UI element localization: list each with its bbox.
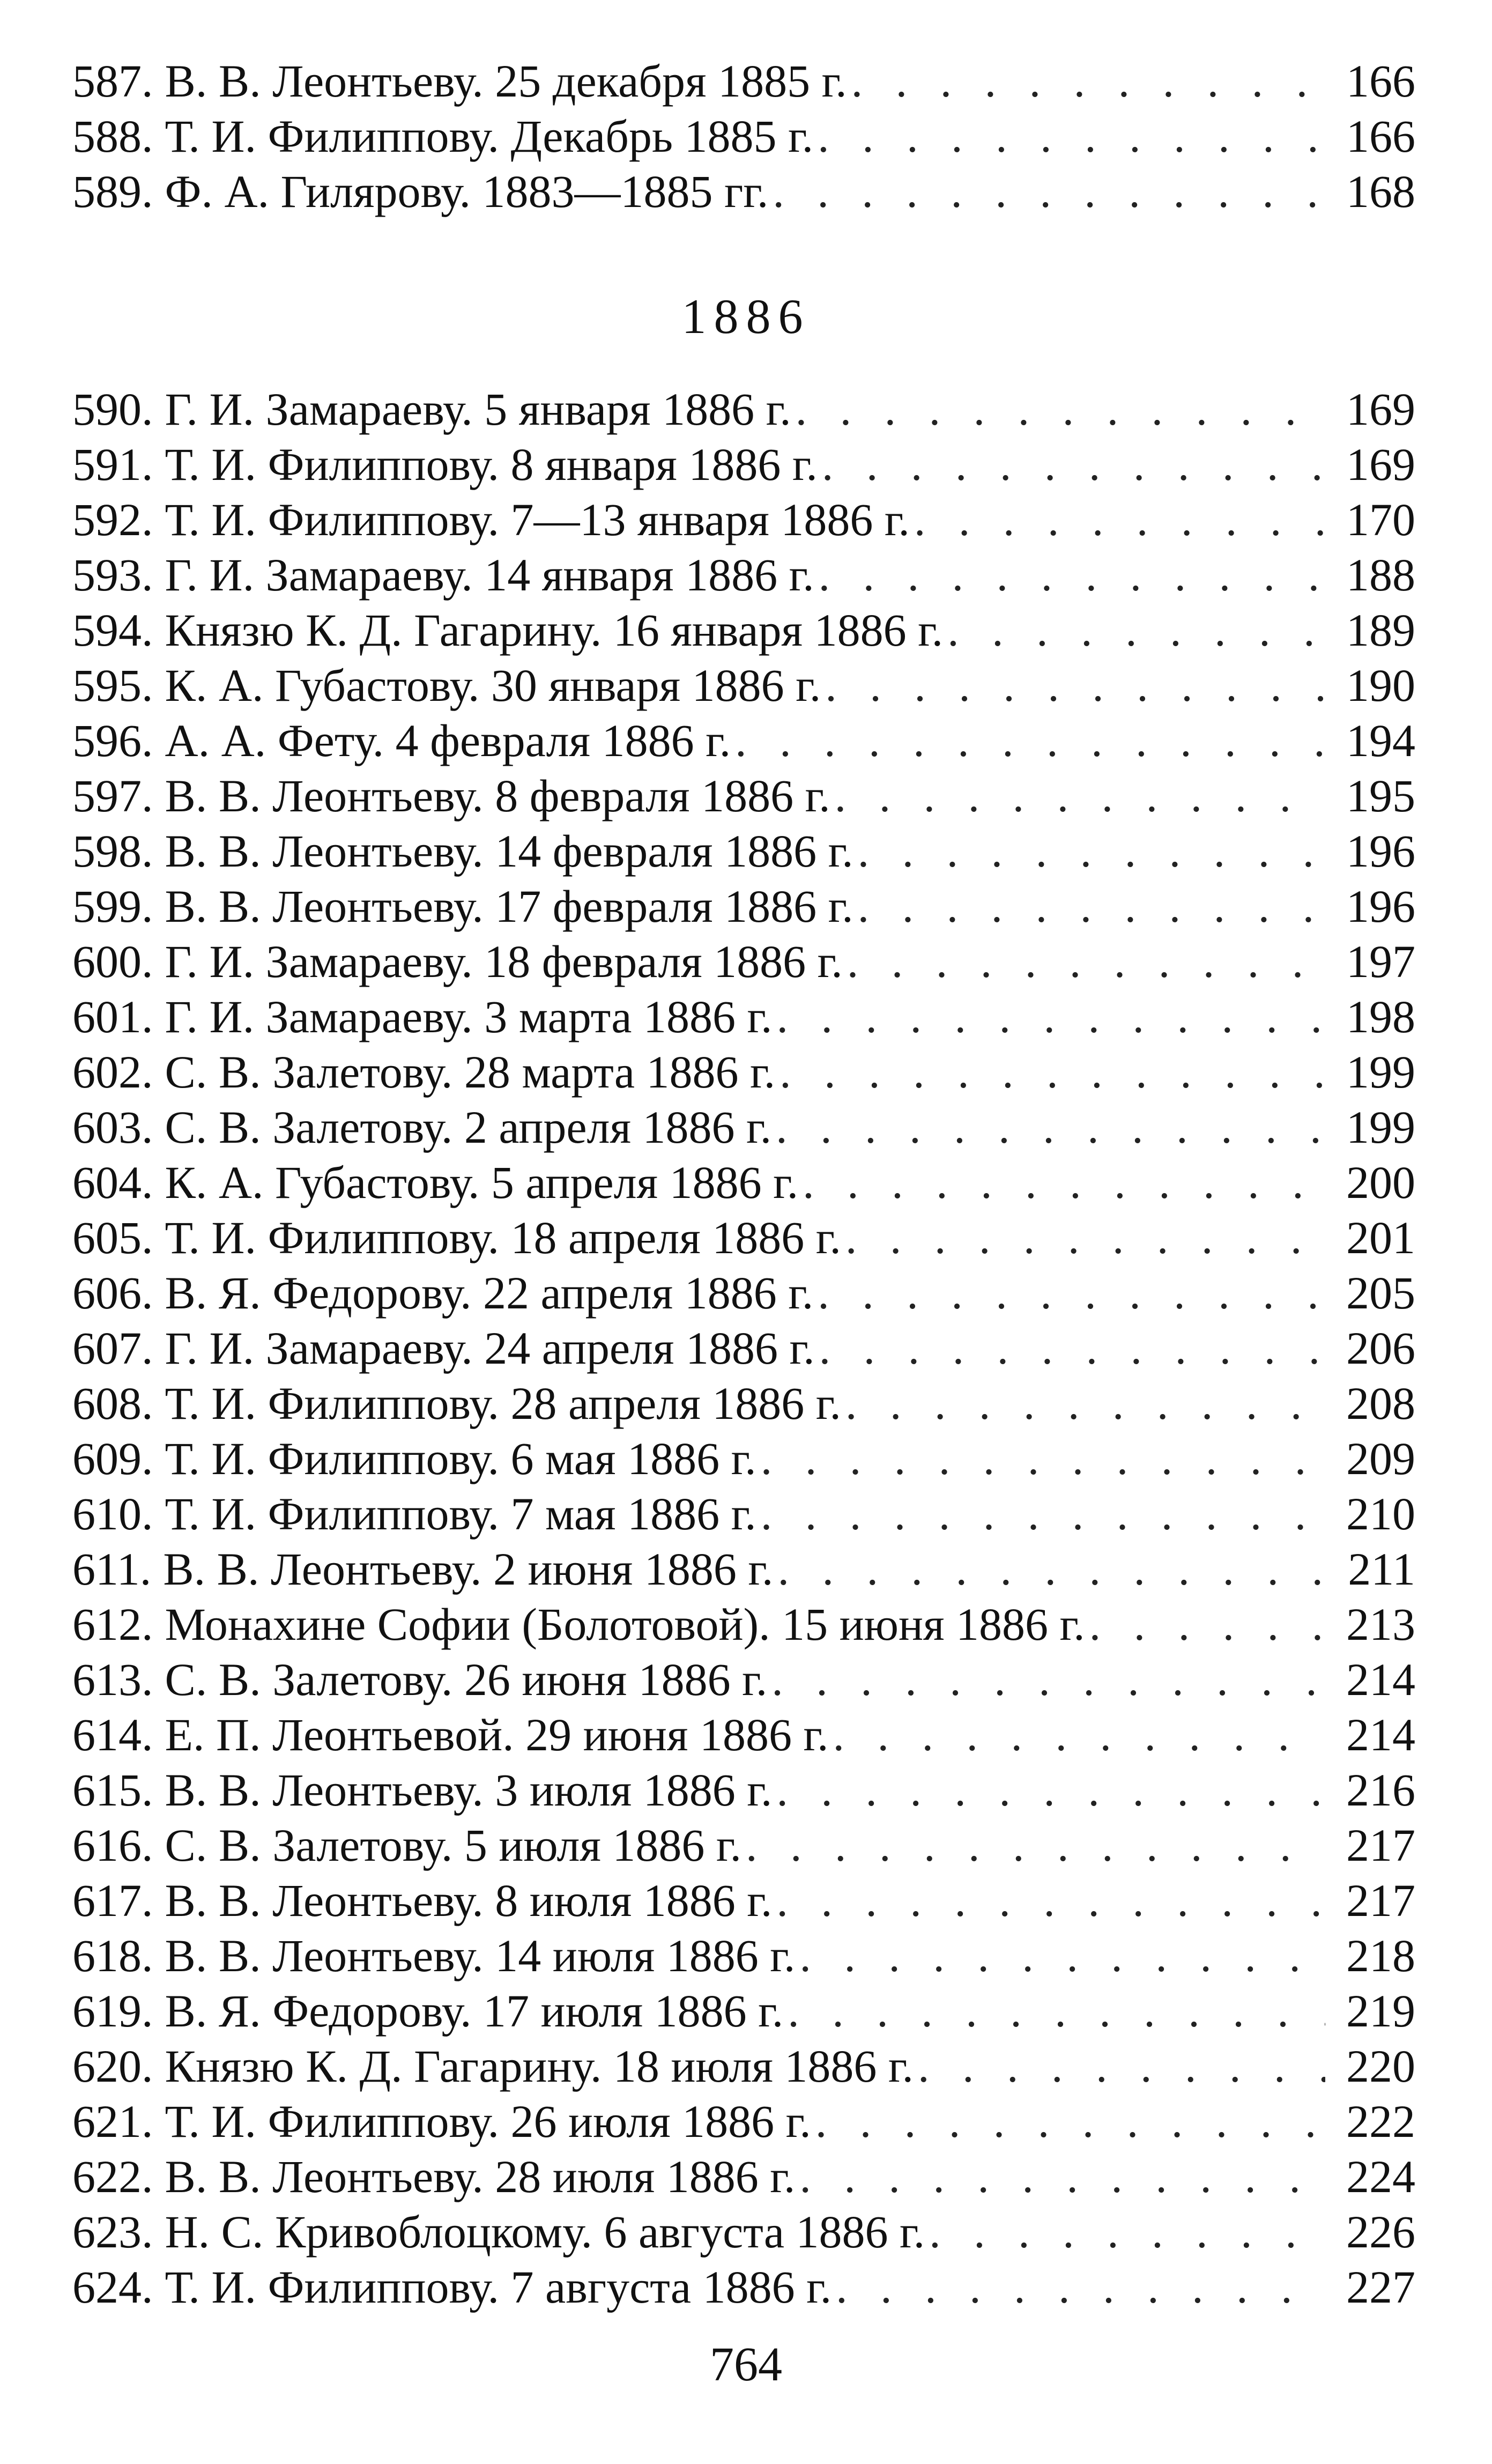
toc-entry [72, 2260, 1415, 2315]
entry-number: 600. [72, 936, 153, 987]
entry-title: Г. И. Замараеву. 24 апреля 1886 г. [165, 1322, 815, 1374]
entry-number: 622. [72, 2151, 153, 2202]
entry-number: 587. [72, 55, 153, 107]
entry-number: 615. [72, 1764, 153, 1816]
entry-title: В. В. Леонтьеву. 25 декабря 1885 г. [165, 55, 847, 107]
toc-section-1886 [72, 382, 1415, 2315]
entry-title: Т. И. Филиппову. 7 августа 1886 г. [165, 2261, 832, 2313]
entry-page: 206 [1346, 1322, 1415, 1374]
entry-number: 602. [72, 1046, 153, 1098]
entry-number: 611. [72, 1543, 152, 1595]
toc-entry [72, 879, 1415, 934]
toc-entry [72, 1431, 1415, 1486]
dot-leader [735, 713, 1325, 768]
entry-page: 205 [1346, 1267, 1415, 1319]
entry-page: 199 [1346, 1101, 1415, 1153]
dot-leader [818, 1266, 1325, 1321]
entry-title: Г. И. Замараеву. 3 марта 1886 г. [165, 991, 773, 1042]
entry-title: Т. И. Филиппову. 6 мая 1886 г. [165, 1433, 756, 1484]
toc-entry [72, 1707, 1415, 1763]
dot-leader [746, 1818, 1325, 1873]
entry-number: 593. [72, 549, 153, 601]
dot-leader [776, 1763, 1325, 1818]
dot-leader [845, 1376, 1325, 1431]
entry-number: 597. [72, 770, 153, 822]
dot-leader [761, 1431, 1325, 1486]
toc-entry [72, 382, 1415, 437]
entry-page: 210 [1346, 1488, 1415, 1540]
dot-leader [918, 2039, 1325, 2094]
entry-number: 591. [72, 439, 153, 490]
toc-entry [72, 1984, 1415, 2039]
entry-number: 610. [72, 1488, 153, 1540]
toc-entry [72, 1100, 1415, 1155]
dot-leader [819, 547, 1325, 603]
toc-entry [72, 1597, 1415, 1652]
entry-page: 220 [1346, 2040, 1415, 2092]
entry-title: В. В. Леонтьеву. 14 февраля 1886 г. [165, 825, 853, 877]
dot-leader [776, 1100, 1325, 1155]
entry-page: 219 [1346, 1985, 1415, 2037]
entry-page: 200 [1346, 1157, 1415, 1208]
dot-leader [761, 1486, 1325, 1542]
toc-entry [72, 1763, 1415, 1818]
toc-entry [72, 1928, 1415, 1984]
entry-page: 214 [1346, 1709, 1415, 1760]
toc-entry [72, 2094, 1415, 2149]
entry-page: 222 [1346, 2096, 1415, 2147]
entry-title: Г. И. Замараеву. 14 января 1886 г. [165, 549, 814, 601]
entry-page: 209 [1346, 1433, 1415, 1484]
toc-entry [72, 2204, 1415, 2260]
entry-page: 189 [1346, 604, 1415, 656]
entry-title: В. Я. Федорову. 22 апреля 1886 г. [165, 1267, 814, 1319]
entry-number: 613. [72, 1654, 153, 1705]
entry-page: 216 [1346, 1764, 1415, 1816]
dot-leader [803, 1155, 1325, 1210]
page-number: 764 [710, 2338, 782, 2391]
toc-entry [72, 658, 1415, 713]
dot-leader [777, 989, 1325, 1045]
entry-number: 605. [72, 1212, 153, 1263]
toc-entry [72, 2149, 1415, 2204]
entry-number: 598. [72, 825, 153, 877]
entry-title: В. В. Леонтьеву. 3 июля 1886 г. [165, 1764, 773, 1816]
year-heading: 1886 [681, 289, 811, 344]
entry-number: 596. [72, 715, 153, 766]
entry-page: 226 [1346, 2206, 1415, 2258]
entry-title: Н. С. Кривоблоцкому. 6 августа 1886 г. [165, 2206, 925, 2258]
dot-leader [777, 1542, 1325, 1597]
entry-page: 168 [1346, 166, 1415, 217]
toc-entry [72, 1542, 1415, 1597]
entry-page: 227 [1346, 2261, 1415, 2313]
toc-entry [72, 989, 1415, 1045]
entry-title: Т. И. Филиппову. 28 апреля 1886 г. [165, 1378, 841, 1429]
dot-leader [818, 109, 1325, 164]
dot-leader [825, 658, 1325, 713]
entry-number: 619. [72, 1985, 153, 2037]
dot-leader [835, 768, 1325, 824]
dot-leader [773, 164, 1325, 219]
entry-number: 599. [72, 880, 153, 932]
dot-leader [815, 2094, 1325, 2149]
dot-leader [822, 437, 1325, 492]
entry-page: 217 [1346, 1875, 1415, 1926]
entry-number: 617. [72, 1875, 153, 1926]
toc-entry [72, 1155, 1415, 1210]
entry-title: В. В. Леонтьеву. 14 июля 1886 г. [165, 1930, 796, 1981]
entry-number: 608. [72, 1378, 153, 1429]
entry-title: Г. И. Замараеву. 18 февраля 1886 г. [165, 936, 843, 987]
entry-page: 199 [1346, 1046, 1415, 1098]
dot-leader [858, 824, 1325, 879]
entry-title: В. Я. Федорову. 17 июля 1886 г. [165, 1985, 784, 2037]
entry-number: 624. [72, 2261, 153, 2313]
entry-page: 169 [1346, 439, 1415, 490]
entry-number: 618. [72, 1930, 153, 1981]
toc-entry [72, 1266, 1415, 1321]
toc-entry [72, 1818, 1415, 1873]
dot-leader [845, 1210, 1325, 1266]
entry-number: 623. [72, 2206, 153, 2258]
toc-section-1885 [72, 54, 1415, 219]
entry-title: В. В. Леонтьеву. 2 июня 1886 г. [163, 1543, 774, 1595]
entry-number: 614. [72, 1709, 153, 1760]
entry-number: 620. [72, 2040, 153, 2092]
entry-page: 196 [1346, 825, 1415, 877]
entry-page: 169 [1346, 383, 1415, 435]
entry-number: 588. [72, 110, 153, 162]
entry-title: В. В. Леонтьеву. 17 февраля 1886 г. [165, 880, 853, 932]
entry-title: С. В. Залетову. 2 апреля 1886 г. [165, 1101, 772, 1153]
entry-title: А. А. Фету. 4 февраля 1886 г. [165, 715, 731, 766]
toc-entry [72, 1045, 1415, 1100]
entry-page: 196 [1346, 880, 1415, 932]
entry-title: Т. И. Филиппову. 7 мая 1886 г. [165, 1488, 756, 1540]
entry-title: Т. И. Филиппову. 7—13 января 1886 г. [165, 494, 910, 545]
entry-page: 211 [1348, 1543, 1415, 1595]
toc-entry [72, 164, 1415, 219]
entry-number: 612. [72, 1599, 153, 1650]
entry-title: Е. П. Леонтьевой. 29 июня 1886 г. [165, 1709, 829, 1760]
entry-page: 217 [1346, 1819, 1415, 1871]
toc-entry [72, 824, 1415, 879]
toc-entry [72, 713, 1415, 768]
dot-leader [914, 492, 1325, 547]
toc-entry [72, 492, 1415, 547]
entry-title: Монахине Софии (Болотовой). 15 июня 1886 г. [165, 1599, 1085, 1650]
entry-title: Князю К. Д. Гагарину. 18 июля 1886 г. [165, 2040, 914, 2092]
dot-leader [929, 2204, 1325, 2260]
dot-leader [836, 2260, 1325, 2315]
entry-title: Т. И. Филиппову. Декабрь 1885 г. [165, 110, 814, 162]
entry-page: 198 [1346, 991, 1415, 1042]
dot-leader [851, 54, 1325, 109]
entry-number: 592. [72, 494, 153, 545]
toc-entry [72, 1321, 1415, 1376]
entry-page: 208 [1346, 1378, 1415, 1429]
dot-leader [819, 1321, 1325, 1376]
entry-title: С. В. Залетову. 28 марта 1886 г. [165, 1046, 776, 1098]
toc-entry [72, 603, 1415, 658]
entry-number: 606. [72, 1267, 153, 1319]
entry-title: К. А. Губастову. 30 января 1886 г. [165, 660, 821, 711]
entry-number: 607. [72, 1322, 153, 1374]
dot-leader [780, 1045, 1325, 1100]
dot-leader [858, 879, 1325, 934]
dot-leader [788, 1984, 1325, 2039]
entry-page: 213 [1346, 1599, 1415, 1650]
entry-title: В. В. Леонтьеву. 8 февраля 1886 г. [165, 770, 830, 822]
entry-number: 595. [72, 660, 153, 711]
entry-page: 170 [1346, 494, 1415, 545]
entry-title: С. В. Залетову. 5 июля 1886 г. [165, 1819, 742, 1871]
toc-entry [72, 768, 1415, 824]
entry-page: 218 [1346, 1930, 1415, 1981]
entry-number: 594. [72, 604, 153, 656]
toc-entry [72, 934, 1415, 989]
dot-leader [947, 603, 1325, 658]
toc-entry [72, 547, 1415, 603]
toc-entry [72, 1376, 1415, 1431]
toc-entry [72, 1210, 1415, 1266]
dot-leader [799, 1928, 1325, 1984]
entry-number: 601. [72, 991, 153, 1042]
entry-page: 214 [1346, 1654, 1415, 1705]
entry-page: 166 [1346, 110, 1415, 162]
toc-entry [72, 109, 1415, 164]
dot-leader [771, 1652, 1325, 1707]
entry-number: 603. [72, 1101, 153, 1153]
entry-title: Г. И. Замараеву. 5 января 1886 г. [165, 383, 791, 435]
entry-title: С. В. Залетову. 26 июня 1886 г. [165, 1654, 768, 1705]
entry-page: 194 [1346, 715, 1415, 766]
entry-title: К. А. Губастову. 5 апреля 1886 г. [165, 1157, 799, 1208]
entry-title: Т. И. Филиппову. 18 апреля 1886 г. [165, 1212, 841, 1263]
entry-page: 166 [1346, 55, 1415, 107]
entry-title: Т. И. Филиппову. 8 января 1886 г. [165, 439, 818, 490]
entry-page: 201 [1346, 1212, 1415, 1263]
entry-number: 589. [72, 166, 153, 217]
dot-leader [1089, 1597, 1325, 1652]
entry-number: 609. [72, 1433, 153, 1484]
entry-page: 197 [1346, 936, 1415, 987]
entry-number: 621. [72, 2096, 153, 2147]
toc-entry [72, 437, 1415, 492]
dot-leader [799, 2149, 1325, 2204]
entry-title: Т. И. Филиппову. 26 июля 1886 г. [165, 2096, 811, 2147]
dot-leader [776, 1873, 1325, 1928]
entry-title: В. В. Леонтьеву. 28 июля 1886 г. [165, 2151, 796, 2202]
entry-page: 190 [1346, 660, 1415, 711]
dot-leader [833, 1707, 1325, 1763]
entry-title: В. В. Леонтьеву. 8 июля 1886 г. [165, 1875, 773, 1926]
entry-number: 590. [72, 383, 153, 435]
entry-number: 604. [72, 1157, 153, 1208]
toc-entry [72, 2039, 1415, 2094]
entry-page: 224 [1346, 2151, 1415, 2202]
toc-entry [72, 54, 1415, 109]
entry-page: 195 [1346, 770, 1415, 822]
toc-entry [72, 1873, 1415, 1928]
entry-title: Ф. А. Гилярову. 1883—1885 гг. [165, 166, 769, 217]
dot-leader [796, 382, 1325, 437]
entry-page: 188 [1346, 549, 1415, 601]
entry-number: 616. [72, 1819, 153, 1871]
entry-title: Князю К. Д. Гагарину. 16 января 1886 г. [165, 604, 944, 656]
toc-entry [72, 1486, 1415, 1542]
dot-leader [847, 934, 1325, 989]
toc-entry [72, 1652, 1415, 1707]
